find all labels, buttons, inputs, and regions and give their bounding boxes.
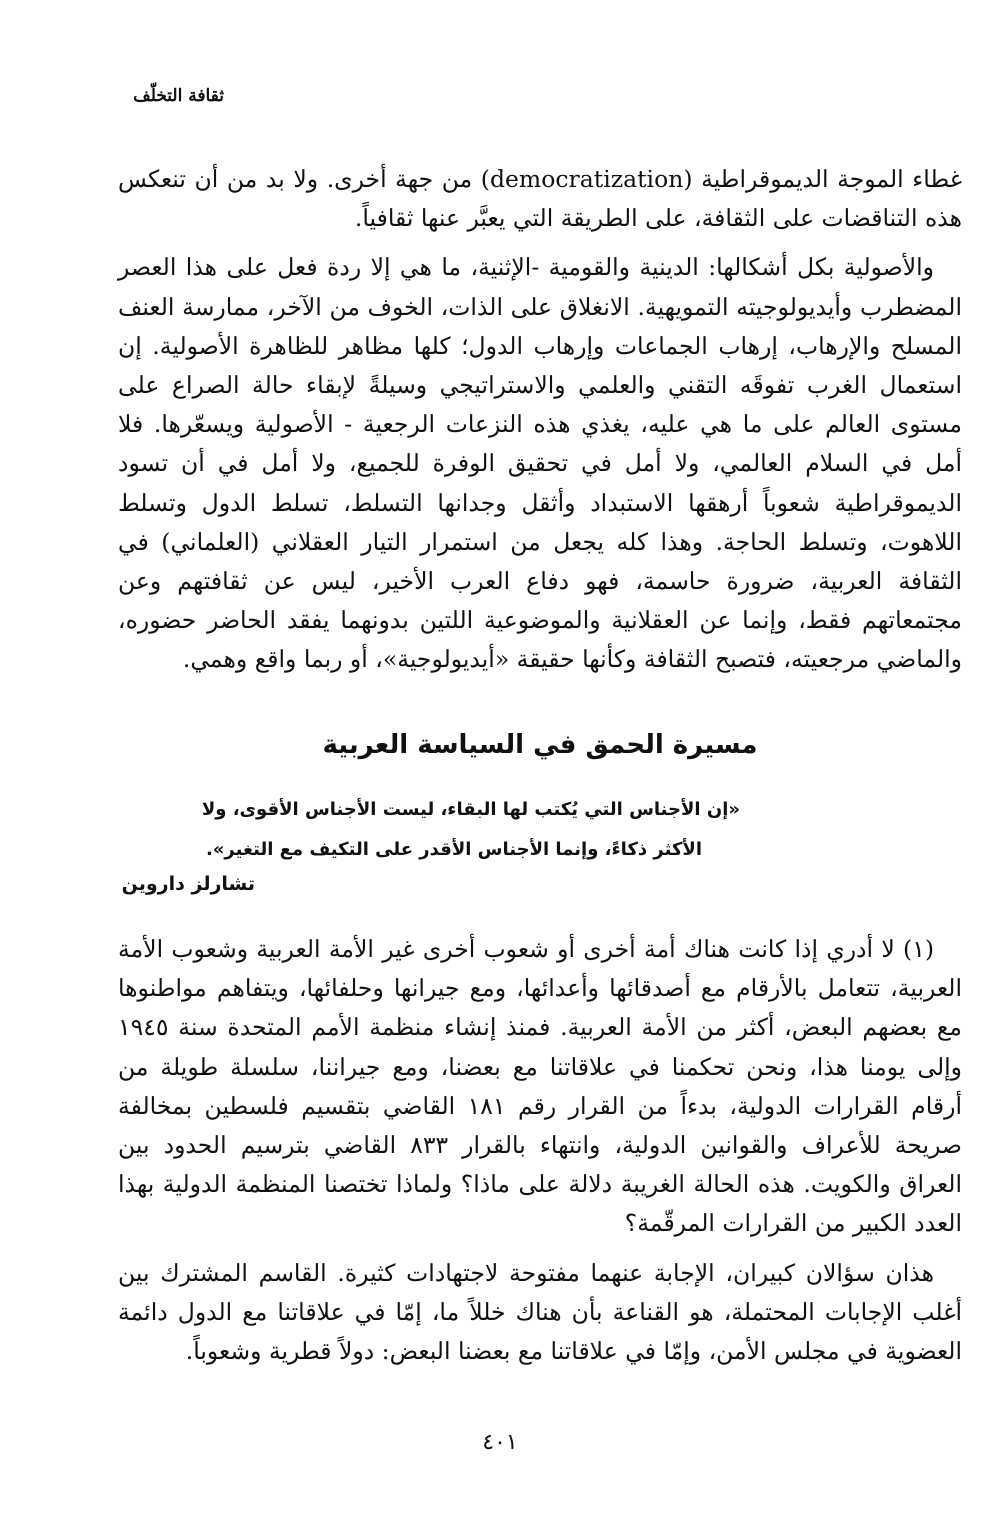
- epigraph-author: تشارلز داروين: [121, 873, 255, 895]
- section-body-bottom: [118, 930, 962, 1371]
- page-number: ٤٠١: [482, 1430, 518, 1455]
- section-title: مسيرة الحمق في السياسة العربية: [322, 730, 758, 760]
- section-body-top: [118, 160, 962, 680]
- paragraph-two-questions: هذان سؤالان كبيران، الإجابة عنهما مفتوحة لاجتهادات كثيرة. القاسم المشترك بين أغلب الإجابات المحتملة، هو القناعة بأن هناك خللاً ما، إمّا في علاقاتنا مع الدول دائمة العضوية في مجلس الأمن، وإمّا في علاقاتنا مع بعضنا البعض: دولاً قطرية وشعوباً.: [118, 1258, 962, 1366]
- epigraph-line: الأكثر ذكاءً، وإنما الأجناس الأقدر على التكيف مع التغير».: [205, 839, 702, 860]
- paragraph-numbered-1: (١) لا أدري إذا كانت هناك أمة أخرى أو شعوب أخرى غير الأمة العربية وشعوب الأمة العربية، تتعامل بالأرقام مع أصدقائها وأعدائها، ومع جيرانها وحلفائها، ويتفاهم مواطنوها مع بعضهم البعض، أكثر من الأمة العربية. فمنذ إنشاء منظمة الأمم المتحدة سنة ١٩٤٥ وإلى يومنا هذا، ونحن تحكمنا في علاقاتنا مع بعضنا، ومع جيراننا، سلسلة طويلة من أرقام القرارات الدولية، بدءاً من القرار رقم ١٨١ القاضي بتقسيم فلسطين بمخالفة صريحة للأعراف والقوانين الدولية، وانتهاء بالقرار ٨٣٣ القاضي بترسيم الحدود بين العراق والكويت. هذه الحالة الغريبة دلالة على ماذا؟ ولماذا تختصنا المنظمة الدولية بهذا العدد الكبير من القرارات المرقّمة؟: [118, 935, 962, 1238]
- running-header: ثقافة التخلّف: [133, 86, 224, 106]
- epigraph-line: «إن الأجناس التي يُكتب لها البقاء، ليست الأجناس الأقوى، ولا: [201, 799, 740, 820]
- paragraph-continuation: غطاء الموجة الديموقراطية (democratization) من جهة أخرى. ولا بد من أن تنعكس هذه التناقضات على الثقافة، على الطريقة التي يعبَّر عنها ثقافياً.: [118, 165, 963, 233]
- paragraph-fundamentalism: والأصولية بكل أشكالها: الدينية والقومية -الإثنية، ما هي إلا ردة فعل على هذا العصر المضطرب وأيديولوجيته التمويهية. الانغلاق على الذات، الخوف من الآخر، ممارسة العنف المسلح والإرهاب، إرهاب الجماعات وإرهاب الدول؛ كلها مظاهر للظاهرة الأصولية. إن استعمال الغرب تفوقَه التقني والعلمي والاستراتيجي وسيلةً لإبقاء حالة الصراع على مستوى العالم على ما هي عليه، يغذي هذه النزعات الرجعية - الأصولية ويسعّرها. فلا أمل في السلام العالمي، ولا أمل في تحقيق الوفرة للجميع، ولا أمل في أن تسود الديموقراطية شعوباً أرهقها الاستبداد وأثقل وجدانها التسلط، تسلط الدول وتسلط اللاهوت، وتسلط الحاجة. وهذا كله يجعل من استمرار التيار العقلاني (العلماني) في الثقافة العربية، ضرورة حاسمة، فهو دفاع العرب الأخير، ليس عن ثقافتهم وعن مجتمعاتهم فقط، وإنما عن العقلانية والموضوعية اللتين بدونهما يفقد الحاضر حضوره، والماضي مرجعيته، فتصبح الثقافة وكأنها حقيقة «أيديولوجية»، أو ربما واقع وهمي.: [118, 253, 962, 674]
- epigraph-quote: [100, 790, 740, 870]
